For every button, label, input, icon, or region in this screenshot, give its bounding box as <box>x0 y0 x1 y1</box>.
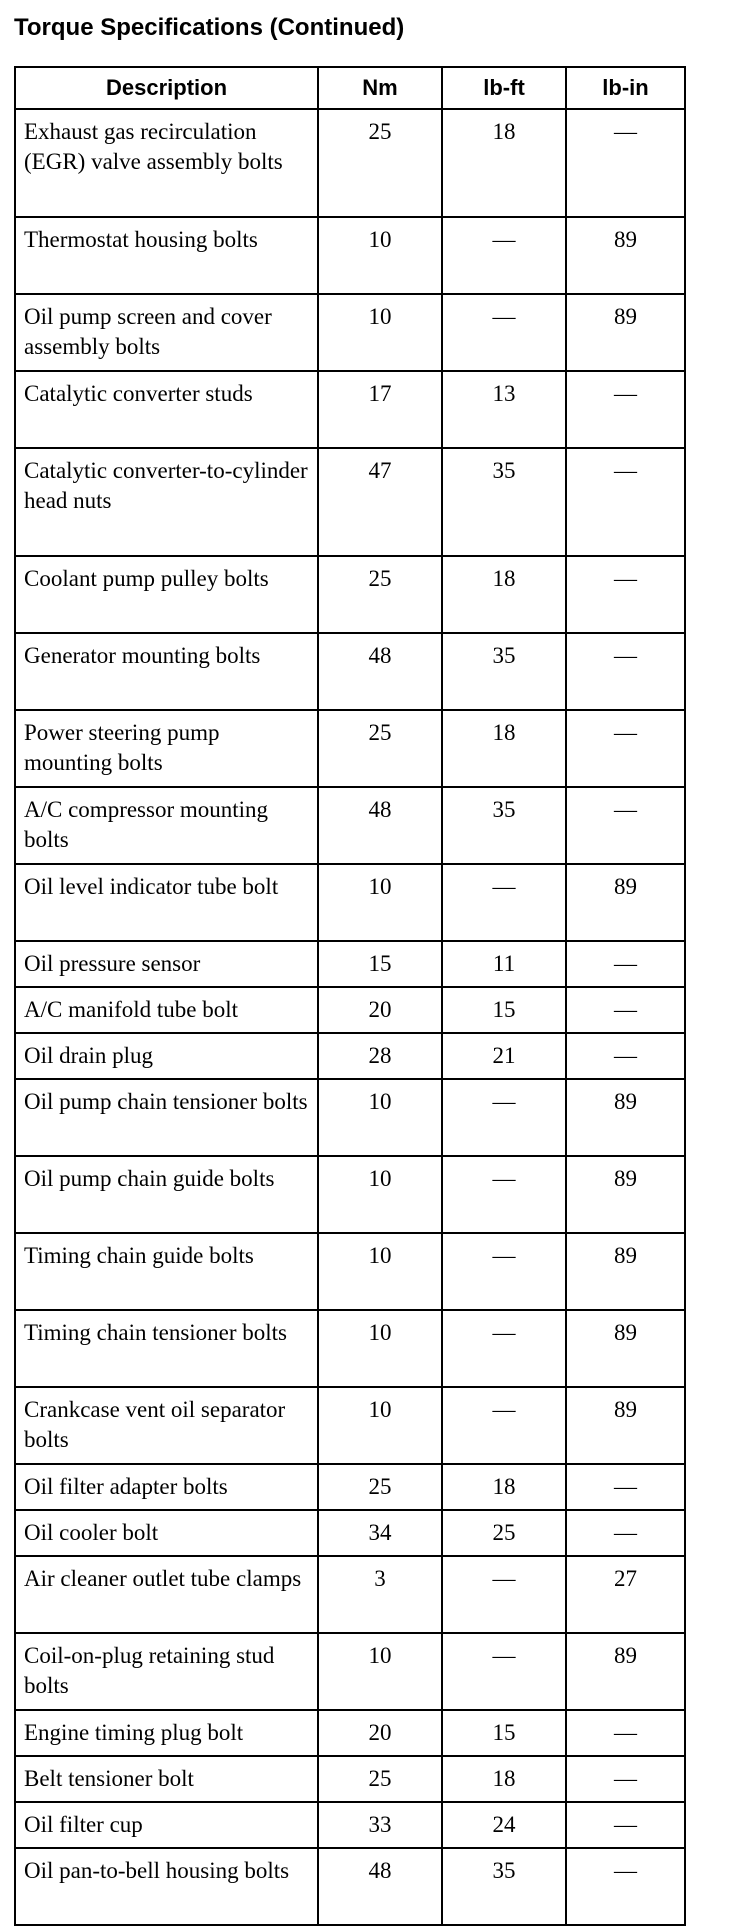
page-title: Torque Specifications (Continued) <box>14 14 405 41</box>
description-cell: Oil pump chain guide bolts <box>15 1156 318 1233</box>
lb-in-cell: 89 <box>566 1387 685 1464</box>
lb-in-cell: — <box>566 556 685 633</box>
lb-in-cell: 89 <box>566 294 685 371</box>
lb-in-cell: — <box>566 1848 685 1925</box>
nm-cell: 25 <box>318 1756 442 1802</box>
lb-in-cell: — <box>566 1033 685 1079</box>
nm-cell: 3 <box>318 1556 442 1633</box>
description-cell: Exhaust gas recirculation (EGR) valve assembly bolts <box>15 109 318 217</box>
nm-cell: 10 <box>318 1387 442 1464</box>
description-cell: Oil pan-to-bell housing bolts <box>15 1848 318 1925</box>
table-row <box>15 787 685 864</box>
nm-cell: 48 <box>318 1848 442 1925</box>
nm-cell: 10 <box>318 1310 442 1387</box>
lb-ft-cell: 18 <box>442 556 566 633</box>
lb-in-cell: 89 <box>566 1233 685 1310</box>
nm-cell: 20 <box>318 1710 442 1756</box>
table-row <box>15 941 685 987</box>
description-cell: Coil-on-plug retaining stud bolts <box>15 1633 318 1710</box>
table-row <box>15 556 685 633</box>
table-row <box>15 1756 685 1802</box>
lb-in-cell: — <box>566 1510 685 1556</box>
table-row <box>15 1848 685 1925</box>
lb-ft-cell: 21 <box>442 1033 566 1079</box>
lb-in-cell: 89 <box>566 1156 685 1233</box>
lb-ft-cell: 35 <box>442 448 566 556</box>
lb-ft-cell: — <box>442 1310 566 1387</box>
table-row <box>15 1079 685 1156</box>
header-description: Description <box>15 67 318 109</box>
description-cell: Oil drain plug <box>15 1033 318 1079</box>
lb-in-cell: — <box>566 787 685 864</box>
lb-in-cell: 89 <box>566 864 685 941</box>
lb-ft-cell: 18 <box>442 109 566 217</box>
description-cell: Generator mounting bolts <box>15 633 318 710</box>
lb-ft-cell: — <box>442 1156 566 1233</box>
table-row <box>15 1464 685 1510</box>
lb-ft-cell: 18 <box>442 710 566 787</box>
description-cell: A/C compressor mounting bolts <box>15 787 318 864</box>
lb-in-cell: 27 <box>566 1556 685 1633</box>
nm-cell: 25 <box>318 710 442 787</box>
lb-ft-cell: — <box>442 1387 566 1464</box>
header-lb-ft: lb-ft <box>442 67 566 109</box>
header-nm: Nm <box>318 67 442 109</box>
lb-in-cell: 89 <box>566 1310 685 1387</box>
table-row <box>15 1233 685 1310</box>
lb-in-cell: — <box>566 633 685 710</box>
lb-in-cell: — <box>566 371 685 448</box>
lb-ft-cell: 35 <box>442 787 566 864</box>
header-lb-in: lb-in <box>566 67 685 109</box>
description-cell: Air cleaner outlet tube clamps <box>15 1556 318 1633</box>
lb-ft-cell: 18 <box>442 1464 566 1510</box>
lb-ft-cell: — <box>442 294 566 371</box>
table-row <box>15 633 685 710</box>
description-cell: Oil level indicator tube bolt <box>15 864 318 941</box>
lb-ft-cell: 11 <box>442 941 566 987</box>
lb-ft-cell: 18 <box>442 1756 566 1802</box>
table-row <box>15 1033 685 1079</box>
nm-cell: 25 <box>318 109 442 217</box>
lb-ft-cell: 15 <box>442 1710 566 1756</box>
description-cell: Belt tensioner bolt <box>15 1756 318 1802</box>
description-cell: A/C manifold tube bolt <box>15 987 318 1033</box>
table-row <box>15 448 685 556</box>
nm-cell: 28 <box>318 1033 442 1079</box>
table-row <box>15 1387 685 1464</box>
lb-in-cell: — <box>566 448 685 556</box>
lb-in-cell: — <box>566 987 685 1033</box>
nm-cell: 10 <box>318 217 442 294</box>
nm-cell: 17 <box>318 371 442 448</box>
lb-ft-cell: 13 <box>442 371 566 448</box>
table-row <box>15 1510 685 1556</box>
header-row <box>15 67 685 109</box>
lb-ft-cell: 24 <box>442 1802 566 1848</box>
table-row <box>15 1802 685 1848</box>
table-row <box>15 864 685 941</box>
lb-ft-cell: — <box>442 864 566 941</box>
lb-ft-cell: — <box>442 217 566 294</box>
nm-cell: 10 <box>318 294 442 371</box>
nm-cell: 20 <box>318 987 442 1033</box>
table-row <box>15 294 685 371</box>
nm-cell: 10 <box>318 1633 442 1710</box>
lb-in-cell: 89 <box>566 1079 685 1156</box>
lb-ft-cell: 35 <box>442 633 566 710</box>
nm-cell: 10 <box>318 1079 442 1156</box>
table-row <box>15 371 685 448</box>
lb-in-cell: — <box>566 941 685 987</box>
lb-in-cell: 89 <box>566 217 685 294</box>
torque-spec-table <box>14 66 686 1926</box>
nm-cell: 48 <box>318 787 442 864</box>
nm-cell: 10 <box>318 864 442 941</box>
description-cell: Catalytic converter studs <box>15 371 318 448</box>
lb-in-cell: 89 <box>566 1633 685 1710</box>
description-cell: Oil filter cup <box>15 1802 318 1848</box>
nm-cell: 15 <box>318 941 442 987</box>
description-cell: Oil pump screen and cover assembly bolts <box>15 294 318 371</box>
description-cell: Timing chain tensioner bolts <box>15 1310 318 1387</box>
lb-ft-cell: — <box>442 1633 566 1710</box>
lb-in-cell: — <box>566 1710 685 1756</box>
description-cell: Oil cooler bolt <box>15 1510 318 1556</box>
description-cell: Timing chain guide bolts <box>15 1233 318 1310</box>
table-row <box>15 710 685 787</box>
nm-cell: 33 <box>318 1802 442 1848</box>
table-row <box>15 1710 685 1756</box>
nm-cell: 25 <box>318 1464 442 1510</box>
nm-cell: 10 <box>318 1233 442 1310</box>
description-cell: Power steering pump mounting bolts <box>15 710 318 787</box>
table-row <box>15 1310 685 1387</box>
description-cell: Crankcase vent oil separator bolts <box>15 1387 318 1464</box>
description-cell: Engine timing plug bolt <box>15 1710 318 1756</box>
description-cell: Oil pressure sensor <box>15 941 318 987</box>
table-row <box>15 987 685 1033</box>
nm-cell: 25 <box>318 556 442 633</box>
nm-cell: 47 <box>318 448 442 556</box>
lb-ft-cell: 15 <box>442 987 566 1033</box>
lb-in-cell: — <box>566 1802 685 1848</box>
table-row <box>15 217 685 294</box>
lb-ft-cell: — <box>442 1079 566 1156</box>
lb-in-cell: — <box>566 1464 685 1510</box>
table-row <box>15 1633 685 1710</box>
lb-in-cell: — <box>566 710 685 787</box>
nm-cell: 10 <box>318 1156 442 1233</box>
table-row <box>15 1156 685 1233</box>
lb-in-cell: — <box>566 1756 685 1802</box>
nm-cell: 34 <box>318 1510 442 1556</box>
description-cell: Thermostat housing bolts <box>15 217 318 294</box>
description-cell: Oil pump chain tensioner bolts <box>15 1079 318 1156</box>
lb-ft-cell: 25 <box>442 1510 566 1556</box>
description-cell: Coolant pump pulley bolts <box>15 556 318 633</box>
description-cell: Oil filter adapter bolts <box>15 1464 318 1510</box>
lb-in-cell: — <box>566 109 685 217</box>
nm-cell: 48 <box>318 633 442 710</box>
lb-ft-cell: — <box>442 1233 566 1310</box>
table-row <box>15 1556 685 1633</box>
lb-ft-cell: 35 <box>442 1848 566 1925</box>
description-cell: Catalytic converter-to-cylinder head nuts <box>15 448 318 556</box>
table-row <box>15 109 685 217</box>
lb-ft-cell: — <box>442 1556 566 1633</box>
